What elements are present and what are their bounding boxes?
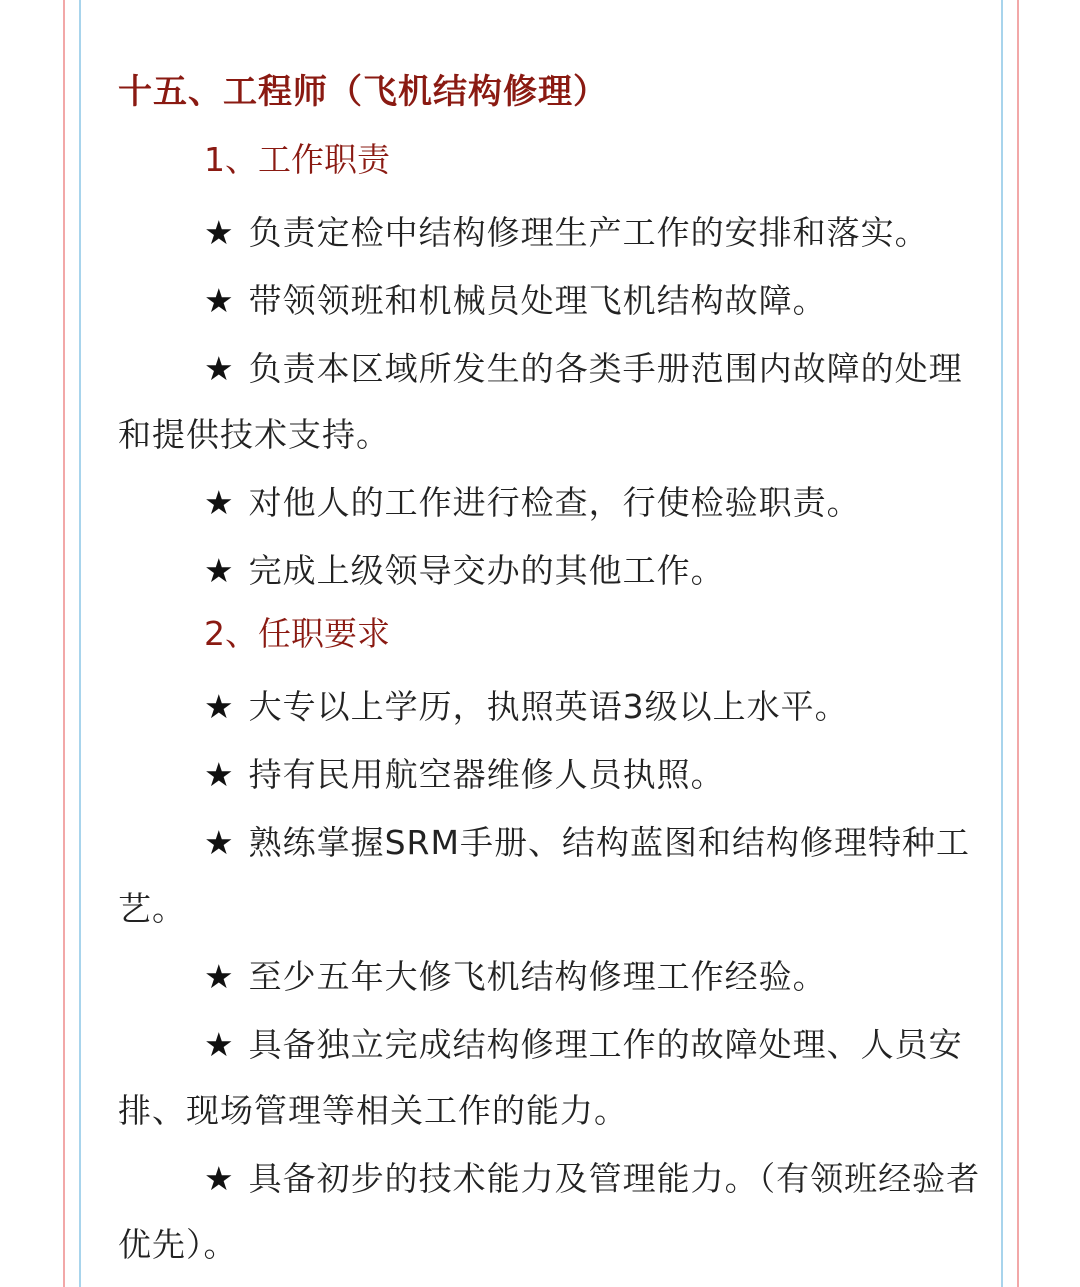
list-item	[118, 1146, 988, 1278]
star-icon: ★	[204, 349, 235, 388]
star-icon: ★	[204, 1159, 235, 1198]
section-duties	[118, 132, 988, 604]
left-border-blue	[79, 0, 81, 1287]
list-item-text: 负责本区域所发生的各类手册范围内故障的处理和提供技术支持。	[118, 349, 963, 454]
list-item	[118, 944, 988, 1010]
star-icon: ★	[204, 1025, 235, 1064]
list-item	[118, 200, 988, 266]
list-item-text: 具备独立完成结构修理工作的故障处理、人员安排、现场管理等相关工作的能力。	[118, 1025, 963, 1130]
star-icon: ★	[204, 213, 235, 252]
right-border-blue	[1001, 0, 1003, 1287]
list-item	[118, 1012, 988, 1144]
list-item-text: 持有民用航空器维修人员执照。	[248, 755, 725, 794]
right-border-red	[1017, 0, 1019, 1287]
list-item-text: 熟练掌握SRM手册、结构蓝图和结构修理特种工艺。	[118, 823, 970, 928]
list-item	[118, 336, 988, 468]
list-item	[118, 268, 988, 334]
left-border-red	[63, 0, 65, 1287]
star-icon: ★	[204, 957, 235, 996]
list-item	[118, 538, 988, 604]
list-item	[118, 742, 988, 808]
page-title: 十五、工程师（飞机结构修理）	[118, 72, 608, 112]
section-heading-requirements: 2、任职要求	[204, 614, 390, 653]
list-item-text: 带领领班和机械员处理飞机结构故障。	[248, 281, 827, 320]
article-content	[118, 64, 988, 1280]
section-heading-duties: 1、工作职责	[204, 140, 390, 179]
list-item-text: 至少五年大修飞机结构修理工作经验。	[248, 957, 827, 996]
list-item	[118, 810, 988, 942]
list-item	[118, 674, 988, 740]
list-item	[118, 470, 988, 536]
list-item-text: 对他人的工作进行检查，行使检验职责。	[248, 483, 861, 522]
star-icon: ★	[204, 281, 235, 320]
star-icon: ★	[204, 551, 235, 590]
star-icon: ★	[204, 823, 235, 862]
list-item-text: 完成上级领导交办的其他工作。	[248, 551, 725, 590]
section-requirements	[118, 606, 988, 1278]
star-icon: ★	[204, 483, 235, 522]
list-item-text: 具备初步的技术能力及管理能力。（有领班经验者优先）。	[118, 1159, 981, 1264]
list-item-text: 大专以上学历，执照英语3级以上水平。	[248, 687, 849, 726]
list-item-text: 负责定检中结构修理生产工作的安排和落实。	[248, 213, 929, 252]
star-icon: ★	[204, 687, 235, 726]
star-icon: ★	[204, 755, 235, 794]
